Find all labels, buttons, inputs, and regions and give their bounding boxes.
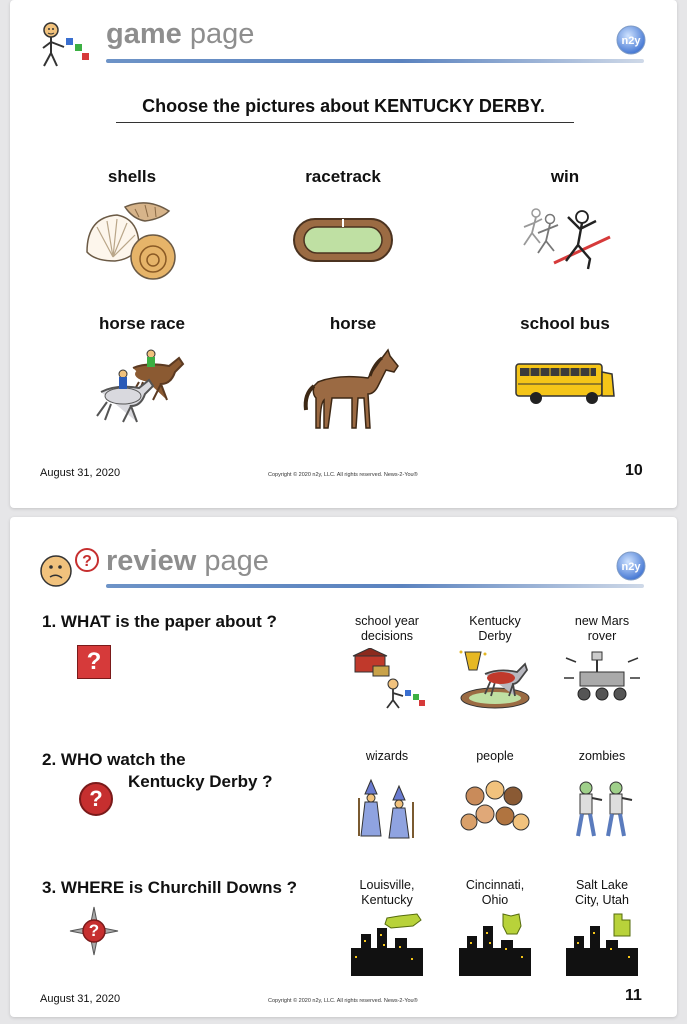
horse-race-icon bbox=[87, 344, 197, 429]
win-icon bbox=[510, 197, 620, 282]
answer-label-line2: Ohio bbox=[481, 893, 509, 907]
answer-mars-rover[interactable] bbox=[547, 614, 657, 710]
title-rule bbox=[106, 59, 644, 63]
page-title bbox=[106, 545, 269, 578]
instruction-text: Choose the pictures about KENTUCKY DERBY. bbox=[142, 96, 545, 116]
answer-label-line1: school year bbox=[355, 614, 419, 628]
instruction-underline bbox=[116, 122, 574, 123]
question-1: 1. WHAT is the paper about ? bbox=[42, 612, 277, 631]
page-title-bold: game bbox=[106, 18, 182, 50]
choice-label: horse race bbox=[99, 314, 185, 333]
choice-win[interactable] bbox=[485, 167, 645, 282]
answer-kentucky-derby[interactable] bbox=[440, 614, 550, 710]
choice-shells[interactable] bbox=[52, 167, 212, 282]
choice-school-bus[interactable] bbox=[485, 314, 645, 414]
choice-horse-race[interactable] bbox=[62, 314, 222, 429]
people-icon bbox=[455, 778, 535, 840]
review-page bbox=[10, 517, 677, 1017]
question-mark-box: ? bbox=[77, 645, 111, 679]
cincinnati-icon bbox=[455, 912, 535, 976]
page-number: 11 bbox=[625, 987, 642, 1004]
page-title-light: page bbox=[189, 18, 255, 50]
racetrack-icon bbox=[288, 197, 398, 282]
svg-text:n2y: n2y bbox=[621, 561, 641, 573]
school-bus-icon bbox=[510, 344, 620, 414]
school-year-icon bbox=[347, 648, 427, 710]
game-page bbox=[10, 0, 677, 508]
page-number: 10 bbox=[625, 462, 643, 479]
footer-date: August 31, 2020 bbox=[40, 467, 121, 479]
answer-label-line1: Cincinnati, bbox=[465, 878, 525, 892]
answer-wizards[interactable] bbox=[332, 749, 442, 840]
shells-icon bbox=[77, 197, 187, 282]
answer-label-line2: decisions bbox=[360, 629, 414, 643]
answer-label-line1: new Mars bbox=[574, 614, 630, 628]
answer-louisville[interactable] bbox=[332, 878, 442, 976]
answer-label-line1: people bbox=[476, 749, 514, 763]
svg-text:n2y: n2y bbox=[621, 35, 641, 47]
choice-racetrack[interactable] bbox=[263, 167, 423, 282]
horse-icon bbox=[298, 344, 408, 434]
answer-label-line2: City, Utah bbox=[575, 893, 629, 907]
svg-text:?: ? bbox=[82, 553, 92, 570]
choice-label: shells bbox=[107, 167, 157, 186]
answer-label-line2: Kentucky bbox=[361, 893, 413, 907]
wizards-icon bbox=[347, 778, 427, 840]
question-mark-compass: ? bbox=[88, 921, 100, 940]
salt-lake-city-icon bbox=[562, 912, 642, 976]
mars-rover-icon bbox=[562, 648, 642, 710]
choice-label: school bus bbox=[520, 314, 610, 333]
thinking-face-question-icon bbox=[38, 545, 102, 589]
question-3: 3. WHERE is Churchill Downs ? bbox=[42, 878, 298, 897]
zombies-icon bbox=[562, 778, 642, 840]
answer-label-line1: wizards bbox=[365, 749, 409, 763]
answer-salt-lake-city[interactable] bbox=[547, 878, 657, 976]
answer-label-line1: Louisville, bbox=[359, 878, 415, 892]
answer-zombies[interactable] bbox=[547, 749, 657, 840]
answer-label-line1: Kentucky bbox=[469, 614, 521, 628]
choice-label: win bbox=[550, 167, 580, 186]
page-title-bold: review bbox=[106, 545, 197, 577]
footer-date: August 31, 2020 bbox=[40, 993, 121, 1005]
choice-horse[interactable] bbox=[273, 314, 433, 434]
answer-school-year[interactable] bbox=[332, 614, 442, 710]
answer-label-line2: rover bbox=[587, 629, 617, 643]
kentucky-derby-icon bbox=[455, 648, 535, 710]
louisville-icon bbox=[347, 912, 427, 976]
choice-label: racetrack bbox=[305, 167, 381, 186]
stick-figure-sorting-icon bbox=[38, 20, 90, 70]
choice-label: horse bbox=[329, 314, 377, 333]
question-2-line1: 2. WHO watch the bbox=[42, 750, 186, 769]
answer-label-line1: zombies bbox=[578, 749, 626, 763]
n2y-logo-icon bbox=[616, 25, 646, 55]
page-title-light: page bbox=[204, 545, 269, 577]
title-rule bbox=[106, 584, 644, 588]
question-mark-circle: ? bbox=[79, 782, 113, 816]
n2y-logo-icon bbox=[616, 551, 646, 581]
answer-label-line1: Salt Lake bbox=[575, 878, 629, 892]
answer-cincinnati[interactable] bbox=[440, 878, 550, 976]
footer-copyright: Copyright © 2020 n2y, LLC. All rights reserved. News-2-You® bbox=[268, 472, 418, 478]
page-title bbox=[106, 18, 254, 51]
question-2-line2: Kentucky Derby ? bbox=[128, 772, 273, 791]
answer-label-line2: Derby bbox=[478, 629, 512, 643]
answer-people[interactable] bbox=[440, 749, 550, 840]
footer-copyright: Copyright © 2020 n2y, LLC. All rights reserved. News-2-You® bbox=[268, 998, 418, 1004]
